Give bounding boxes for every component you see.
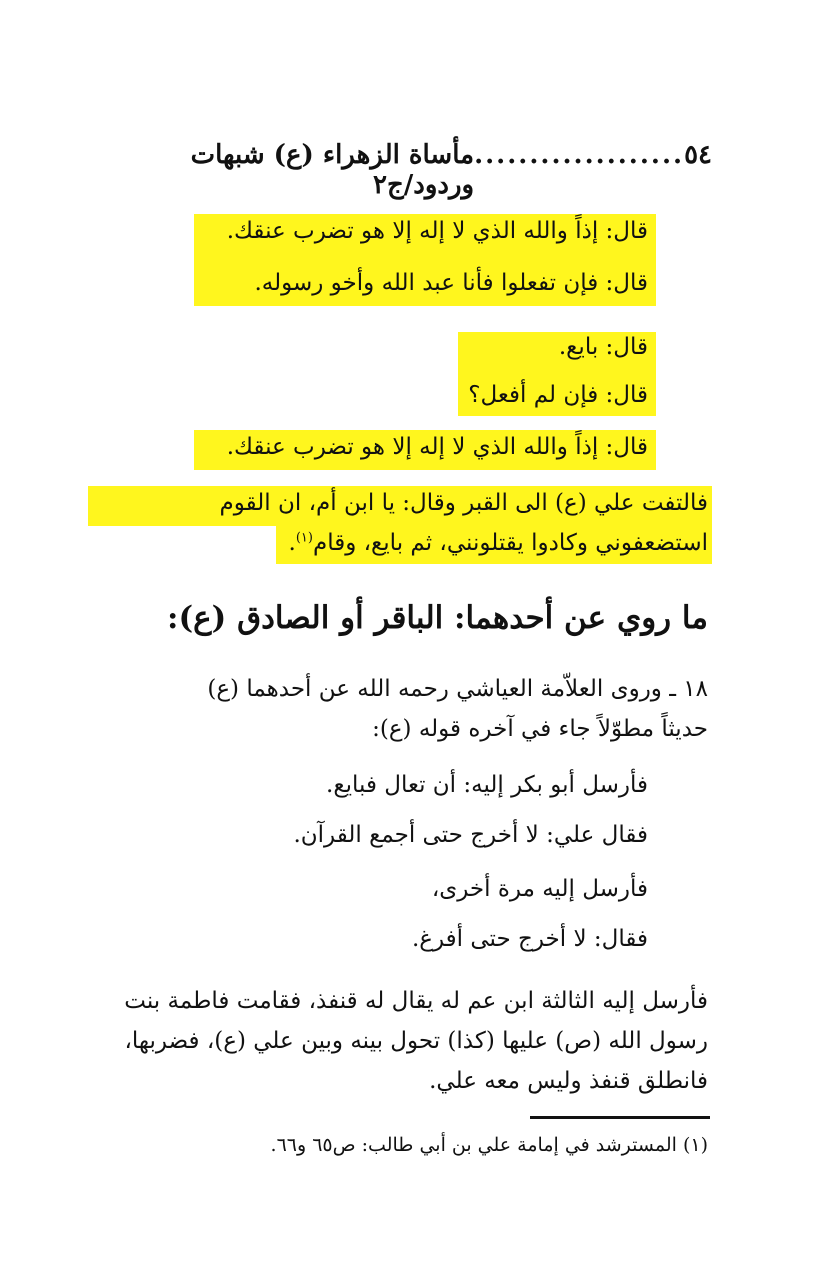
section-heading: ما روي عن أحدهما: الباقر أو الصادق (ع): xyxy=(167,600,708,636)
dialogue-line: قال: إذاً والله الذي لا إله إلا هو تضرب عنقك. xyxy=(226,434,648,460)
paragraph-line: فأرسل إليه الثالثة ابن عم له يقال له قنفذ، فقامت فاطمة بنت xyxy=(124,988,708,1014)
dialogue-line: قال: بايع. xyxy=(558,334,648,360)
paragraph-line: فقال: لا أخرج حتى أفرغ. xyxy=(411,926,648,952)
narrative-line: فالتفت علي (ع) الى القبر وقال: يا ابن أم، ان القوم xyxy=(219,490,708,516)
running-header xyxy=(122,140,712,200)
book-title: مأساة الزهراء (ع) شبهات وردود/ج٢ xyxy=(190,140,475,200)
paragraph-line: فأرسل إليه مرة أخرى، xyxy=(431,876,648,902)
paragraph-line: فقال علي: لا أخرج حتى أجمع القرآن. xyxy=(293,822,648,848)
footnote-marker: (١) xyxy=(295,530,313,546)
page-number: ٥٤ xyxy=(684,140,712,170)
paragraph-line: ١٨ ـ وروى العلاّمة العياشي رحمه الله عن أحدهما (ع) xyxy=(207,676,708,702)
paragraph-line: حديثاً مطوّلاً جاء في آخره قوله (ع): xyxy=(372,716,708,742)
paragraph-line: فأرسل أبو بكر إليه: أن تعال فبايع. xyxy=(326,772,648,798)
paragraph-line: رسول الله (ص) عليها (كذا) تحول بينه وبين علي (ع)، فضربها، xyxy=(124,1028,708,1054)
header-dots: ................... xyxy=(474,140,685,170)
narrative-line: استضعفوني وكادوا يقتلونني، ثم بايع، وقام$^{(١)}$. xyxy=(288,530,708,556)
dialogue-line: قال: فإن لم أفعل؟ xyxy=(468,382,648,408)
paragraph-line: فانطلق قنفذ وليس معه علي. xyxy=(429,1068,708,1094)
dialogue-line: قال: إذاً والله الذي لا إله إلا هو تضرب عنقك. xyxy=(226,218,648,244)
footnote-separator xyxy=(530,1116,710,1119)
footnote-text: (١) المسترشد في إمامة علي بن أبي طالب: ص٦٥ و٦٦. xyxy=(270,1134,708,1156)
narrative-text: استضعفوني وكادوا يقتلونني، ثم بايع، وقام xyxy=(312,530,708,556)
dialogue-line: قال: فإن تفعلوا فأنا عبد الله وأخو رسوله. xyxy=(254,270,648,296)
